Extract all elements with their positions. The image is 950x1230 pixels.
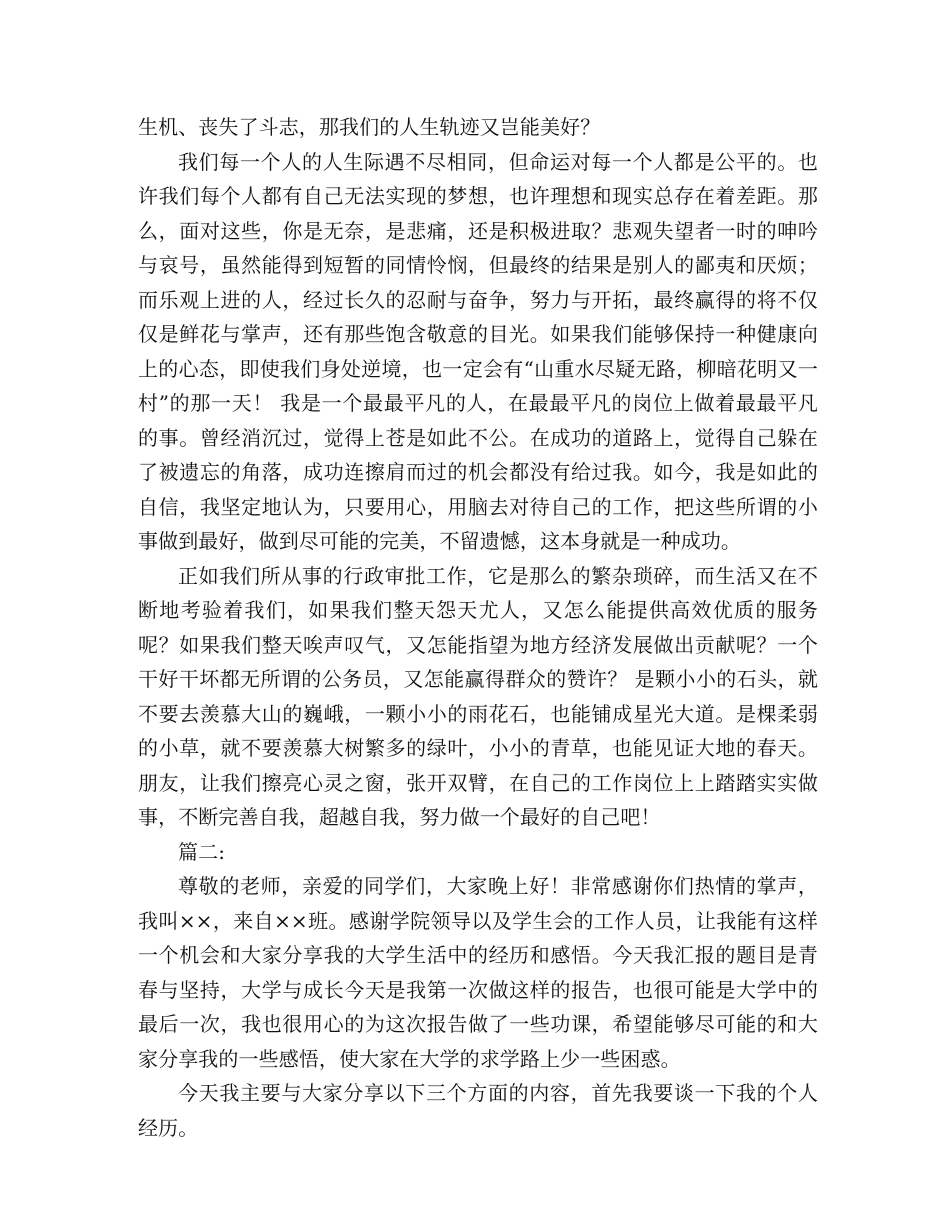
paragraph-greeting: 尊敬的老师，亲爱的同学们，大家晚上好！非常感谢你们热情的掌声，我叫××，来自××班。感谢学院领导以及学生会的工作人员，让我能有这样一个机会和大家分享我的大学生活中的经历和感悟。今天我汇报的题目是青春与坚持，大学与成长今天是我第一次做这样的报告，也很可能是大学中的最后一次，我也很用心的为这次报告做了一些功课，希望能够尽可能的和大家分享我的一些感悟，使大家在大学的求学路上少一些困惑。 [138, 874, 818, 1071]
paragraph-administrative-work: 正如我们所从事的行政审批工作，它是那么的繁杂琐碎，而生活又在不断地考验着我们，如果我们整天怨天尤人，又怎么能提供高效优质的服务呢？如果我们整天唉声叹气，又怎能指望为地方经济发展做出贡献呢？一个干好干坏都无所谓的公务员，又怎能赢得群众的赞许？ 是颗小小的石头，就不要去羡慕大山的巍峨，一颗小小的雨花石，也能铺成星光大道。是棵柔弱的小草，就不要羡慕大树繁多的绿叶，小小的青草，也能见证大地的春天。朋友，让我们擦亮心灵之窗，张开双臂，在自己的工作岗位上上踏踏实实做事，不断完善自我，超越自我，努力做一个最好的自己吧！ [138, 563, 818, 829]
document-body [138, 110, 818, 1145]
section-heading-part-two: 篇二: [178, 839, 226, 864]
paragraph-continuation: 生机、丧失了斗志，那我们的人生轨迹又岂能美好？ [138, 115, 601, 139]
paragraph-fate-and-attitude: 我们每一个人的人生际遇不尽相同，但命运对每一个人都是公平的。也许我们每个人都有自己无法实现的梦想，也许理想和现实总存在着差距。那么，面对这些，你是无奈，是悲痛，还是积极进取？悲观失望者一时的呻吟与哀号，虽然能得到短暂的同情怜悯，但最终的结果是别人的鄙夷和厌烦；而乐观上进的人，经过长久的忍耐与奋争，努力与开拓，最终赢得的将不仅仅是鲜花与掌声，还有那些饱含敬意的目光。如果我们能够保持一种健康向上的心态，即使我们身处逆境，也一定会有“山重水尽疑无路，柳暗花明又一村”的那一天！ 我是一个最最平凡的人，在最最平凡的岗位上做着最最平凡的事。曾经消沉过，觉得上苍是如此不公。在成功的道路上，觉得自己躲在了被遗忘的角落，成功连擦肩而过的机会都没有给过我。如今，我是如此的自信，我坚定地认为，只要用心，用脑去对待自己的工作，把这些所谓的小事做到最好，做到尽可能的完美，不留遗憾，这本身就是一种成功。 [138, 149, 818, 553]
paragraph-outline: 今天我主要与大家分享以下三个方面的内容，首先我要谈一下我的个人经历。 [138, 1081, 818, 1140]
